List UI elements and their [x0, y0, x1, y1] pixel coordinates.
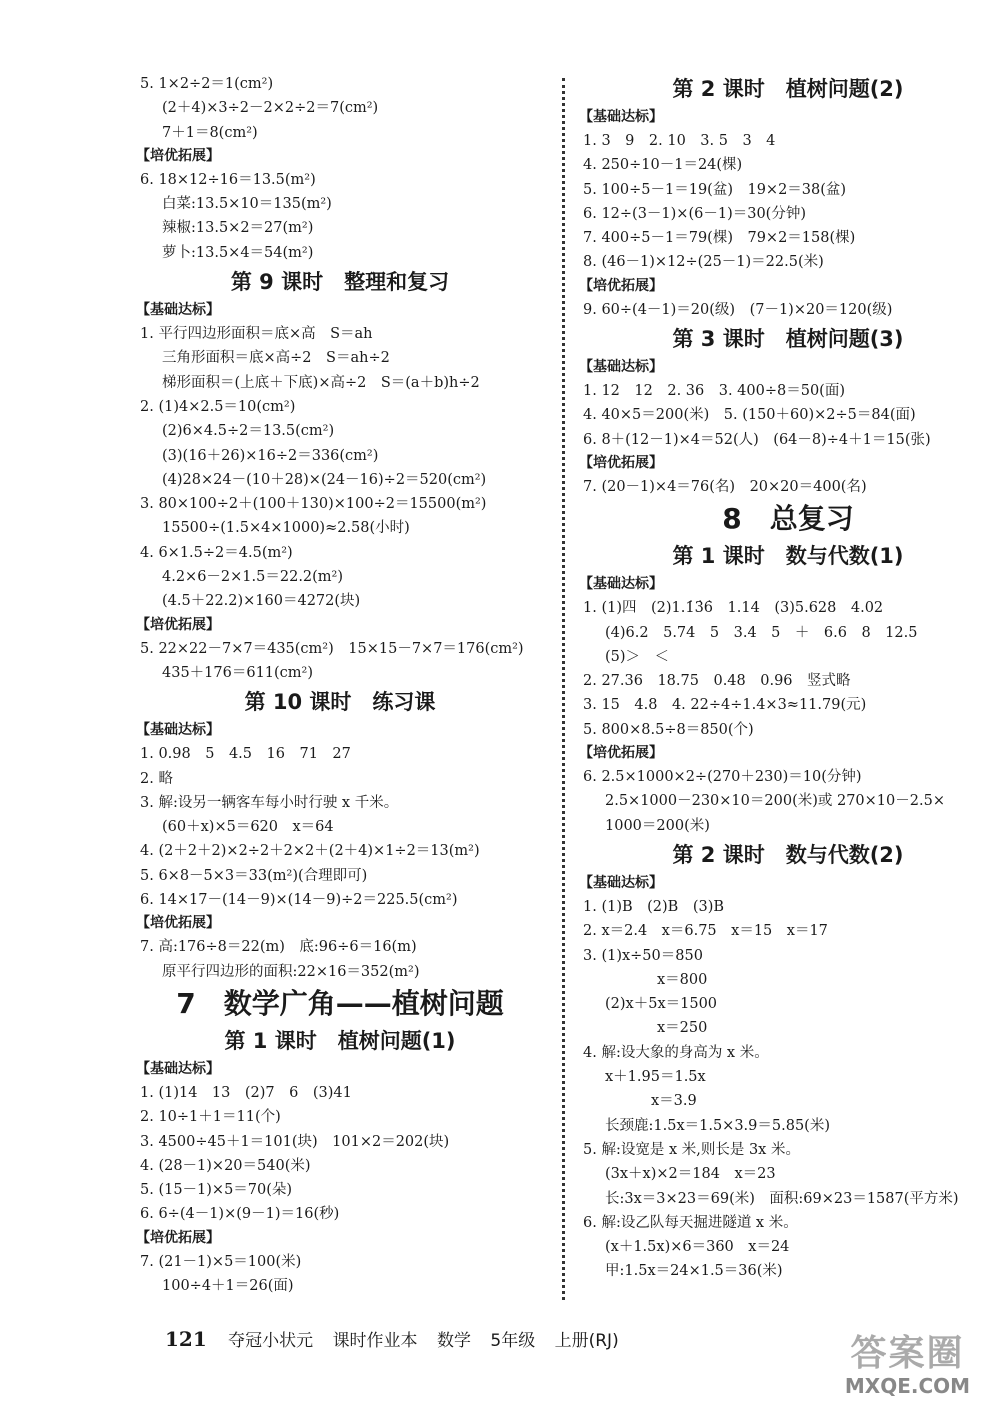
answer-line: 4. (2＋2＋2)×2÷2＋2×2＋(2＋4)×1÷2＝13(m²) [140, 843, 480, 860]
lesson-heading: 第 3 课时 植树问题(3) [672, 327, 904, 352]
lesson-heading: 第 1 课时 数与代数(1) [672, 544, 904, 569]
answer-continuation: 15500÷(1.5×4×1000)≈2.58(小时) [162, 520, 410, 537]
answer-continuation: (x＋1.5x)×6＝360 x＝24 [605, 1239, 790, 1256]
answer-line: 1. (1)B (2)B (3)B [583, 898, 725, 915]
answer-line: 9. 60÷(4－1)＝20(级) (7－1)×20＝120(级) [583, 301, 893, 318]
answer-line: 5. (15－1)×5＝70(朵) [140, 1182, 293, 1199]
chapter-heading: 7 数学广角——植树问题 [176, 986, 504, 1020]
answer-line: 6. 14×17－(14－9)×(14－9)÷2＝225.5(cm²) [140, 892, 458, 909]
section-tag: 【培优拓展】 [579, 745, 663, 762]
answer-line: 6. 解:设乙队每天掘进隧道 x 米。 [583, 1214, 798, 1231]
section-tag: 【培优拓展】 [136, 147, 220, 164]
answer-continuation: 435＋176＝611(cm²) [162, 664, 314, 681]
section-tag: 【培优拓展】 [579, 454, 663, 471]
answer-continuation: x＋1.95＝1.5x [605, 1069, 706, 1086]
answer-line: 7. 400÷5－1＝79(棵) 79×2＝158(棵) [583, 230, 856, 247]
answer-line: 2. 略 [140, 770, 173, 787]
answer-continuation: 1000＝200(米) [605, 817, 710, 834]
answer-line: 1. 0.98 5 4.5 16 71 27 [140, 746, 351, 763]
answer-line: 1. 12 12 2. 36 3. 400÷8＝50(面) [583, 383, 845, 400]
answer-line: 4. 250÷10－1＝24(棵) [583, 157, 743, 174]
section-tag: 【基础达标】 [579, 359, 663, 376]
section-tag: 【培优拓展】 [136, 1229, 220, 1246]
left-column [136, 72, 540, 1298]
answer-line: 1. (1)四 (2)1.1̇3̇6̇ 1.14 (3)5.628 4.02 [583, 600, 884, 617]
answer-line: 5. 100÷5－1＝19(盆) 19×2＝38(盆) [583, 181, 847, 198]
answer-continuation: (60＋x)×5＝620 x＝64 [162, 819, 334, 836]
section-tag: 【基础达标】 [579, 576, 663, 593]
answer-continuation: x＝250 [657, 1020, 708, 1037]
answer-continuation: (4.5＋22.2)×160＝4272(块) [162, 593, 361, 610]
answer-line: 6. 6÷(4－1)×(9－1)＝16(秒) [140, 1206, 340, 1223]
answer-continuation: (3)(16＋26)×16÷2＝336(cm²) [162, 447, 379, 464]
watermark-url: MXQE.COM [844, 1374, 971, 1398]
site-watermark [825, 1333, 990, 1403]
answer-line: 7. 高:176÷8＝22(m) 底:96÷6＝16(m) [140, 939, 417, 956]
book-name: 夺冠小状元 [228, 1331, 314, 1351]
answer-line: 7. (20－1)×4＝76(名) 20×20＝400(名) [583, 478, 867, 495]
answer-continuation: 4.2×6－2×1.5＝22.2(m²) [162, 569, 344, 586]
answer-line: 7. (21－1)×5＝100(米) [140, 1253, 302, 1270]
lesson-heading: 第 2 课时 植树问题(2) [672, 77, 904, 101]
answer-continuation: (2＋4)×3÷2－2×2÷2＝7(cm²) [162, 100, 379, 117]
answer-continuation: 长:3x＝3×23＝69(米) 面积:69×23＝1587(平方米) [605, 1190, 959, 1207]
answer-continuation: 白菜:13.5×10＝135(m²) [162, 196, 332, 213]
section-tag: 【培优拓展】 [136, 616, 220, 633]
answer-continuation: (4)6.2 5.74 5 3.4 5 ＋ 6.6 8 12.5 [605, 624, 918, 641]
lesson-heading: 第 1 课时 植树问题(1) [224, 1028, 456, 1053]
volume: 上册(RJ) [554, 1331, 619, 1351]
lesson-heading: 第 10 课时 练习课 [244, 690, 436, 715]
section-tag: 【基础达标】 [136, 302, 220, 319]
answer-continuation: 梯形面积＝(上底＋下底)×高÷2 S＝(a＋b)h÷2 [162, 374, 480, 391]
answer-line: 3. 解:设另一辆客车每小时行驶 x 千米。 [140, 794, 399, 811]
answer-continuation: x＝3.9 [651, 1093, 697, 1110]
answer-line: 4. 解:设大象的身高为 x 米。 [583, 1044, 769, 1061]
lesson-heading: 第 2 课时 数与代数(2) [672, 842, 904, 867]
section-tag: 【基础达标】 [579, 874, 663, 891]
answer-line: 3. (1)x÷50＝850 [583, 947, 703, 964]
subject: 数学 [436, 1331, 471, 1351]
section-tag: 【基础达标】 [136, 722, 220, 739]
answer-continuation: x＝800 [657, 971, 708, 988]
answer-line: 4. 6×1.5÷2＝4.5(m²) [140, 544, 293, 561]
answer-line: 6. 2.5×1000×2÷(270＋230)＝10(分钟) [583, 769, 862, 786]
answer-continuation: 100÷4＋1＝26(面) [162, 1277, 294, 1294]
answer-continuation: 长颈鹿:1.5x＝1.5×3.9＝5.85(米) [605, 1117, 830, 1134]
book-type: 课时作业本 [332, 1331, 418, 1351]
answer-continuation: 辣椒:13.5×2＝27(m²) [162, 220, 314, 237]
watermark-logo-text: 答案圈 [850, 1333, 965, 1374]
answer-line: 5. 1×2÷2＝1(cm²) [140, 76, 274, 92]
answer-line: 5. 6×8－5×3＝33(m²)(合理即可) [140, 867, 368, 884]
answer-line: 5. 800×8.5÷8＝850(个) [583, 721, 754, 738]
answer-line: 2. (1)4×2.5＝10(cm²) [140, 398, 296, 415]
answer-continuation: 2.5×1000－230×10＝200(米)或 270×10－2.5× [605, 793, 945, 810]
answer-line: 1. 3 9 2. 10 3. 5 3 4 [583, 133, 776, 149]
answer-line: 2. x＝2.4 x＝6.75 x＝15 x＝17 [583, 923, 828, 940]
right-column [579, 72, 993, 1284]
grade: 5年级 [490, 1331, 536, 1351]
answer-line: 8. (46－1)×12÷(25－1)＝22.5(米) [583, 254, 824, 271]
answer-line: 5. 22×22－7×7＝435(cm²) 15×15－7×7＝176(cm²) [140, 640, 524, 657]
section-tag: 【基础达标】 [136, 1060, 220, 1077]
answer-continuation: (4)28×24－(10＋28)×(24－16)÷2＝520(cm²) [162, 471, 487, 488]
answer-line: 6. 12÷(3－1)×(6－1)＝30(分钟) [583, 205, 806, 222]
answer-line: 4. 40×5＝200(米) 5. (150＋60)×2÷5＝84(面) [583, 407, 916, 424]
page-number: 121 [165, 1327, 207, 1351]
answer-continuation: (2)6×4.5÷2＝13.5(cm²) [162, 423, 335, 440]
answer-continuation: 甲:1.5x＝24×1.5＝36(米) [605, 1263, 783, 1280]
section-tag: 【培优拓展】 [579, 277, 663, 294]
section-tag: 【培优拓展】 [136, 915, 220, 932]
answer-line: 1. 平行四边形面积＝底×高 S＝ah [140, 326, 373, 343]
answer-line: 5. 解:设宽是 x 米,则长是 3x 米。 [583, 1141, 800, 1158]
answer-line: 1. (1)14 13 (2)7 6 (3)41 [140, 1084, 352, 1101]
answer-line: 3. 15 4.8 4. 22÷4÷1.4×3≈11.79(元) [583, 697, 867, 714]
chapter-heading: 8 总复习 [722, 502, 854, 536]
answer-line: 2. 10÷1＋1＝11(个) [140, 1109, 281, 1126]
answer-line: 6. 18×12÷16＝13.5(m²) [140, 171, 316, 188]
answer-continuation: (2)x＋5x＝1500 [605, 996, 718, 1013]
section-tag: 【基础达标】 [579, 109, 663, 125]
answer-continuation: 三角形面积＝底×高÷2 S＝ah÷2 [162, 350, 390, 367]
answer-continuation: 7＋1＝8(cm²) [162, 124, 258, 141]
answer-line: 3. 4500÷45＋1＝101(块) 101×2＝202(块) [140, 1133, 450, 1150]
answer-line: 2. 27.36 18.75 0.48 0.96 竖式略 [583, 673, 851, 690]
answer-continuation: 原平行四边形的面积:22×16＝352(m²) [162, 963, 420, 980]
answer-continuation: 萝卜:13.5×4＝54(m²) [162, 244, 314, 261]
answer-continuation: (3x＋x)×2＝184 x＝23 [605, 1166, 776, 1183]
answer-line: 4. (28－1)×20＝540(米) [140, 1157, 311, 1174]
column-divider [562, 78, 565, 1300]
page-footer [165, 1326, 619, 1351]
lesson-heading: 第 9 课时 整理和复习 [230, 270, 450, 295]
answer-line: 6. 8＋(12－1)×4＝52(人) (64－8)÷4＋1＝15(张) [583, 431, 931, 448]
answer-continuation: (5)＞ ＜ [605, 648, 670, 665]
answer-line: 3. 80×100÷2＋(100＋130)×100÷2＝15500(m²) [140, 496, 487, 513]
